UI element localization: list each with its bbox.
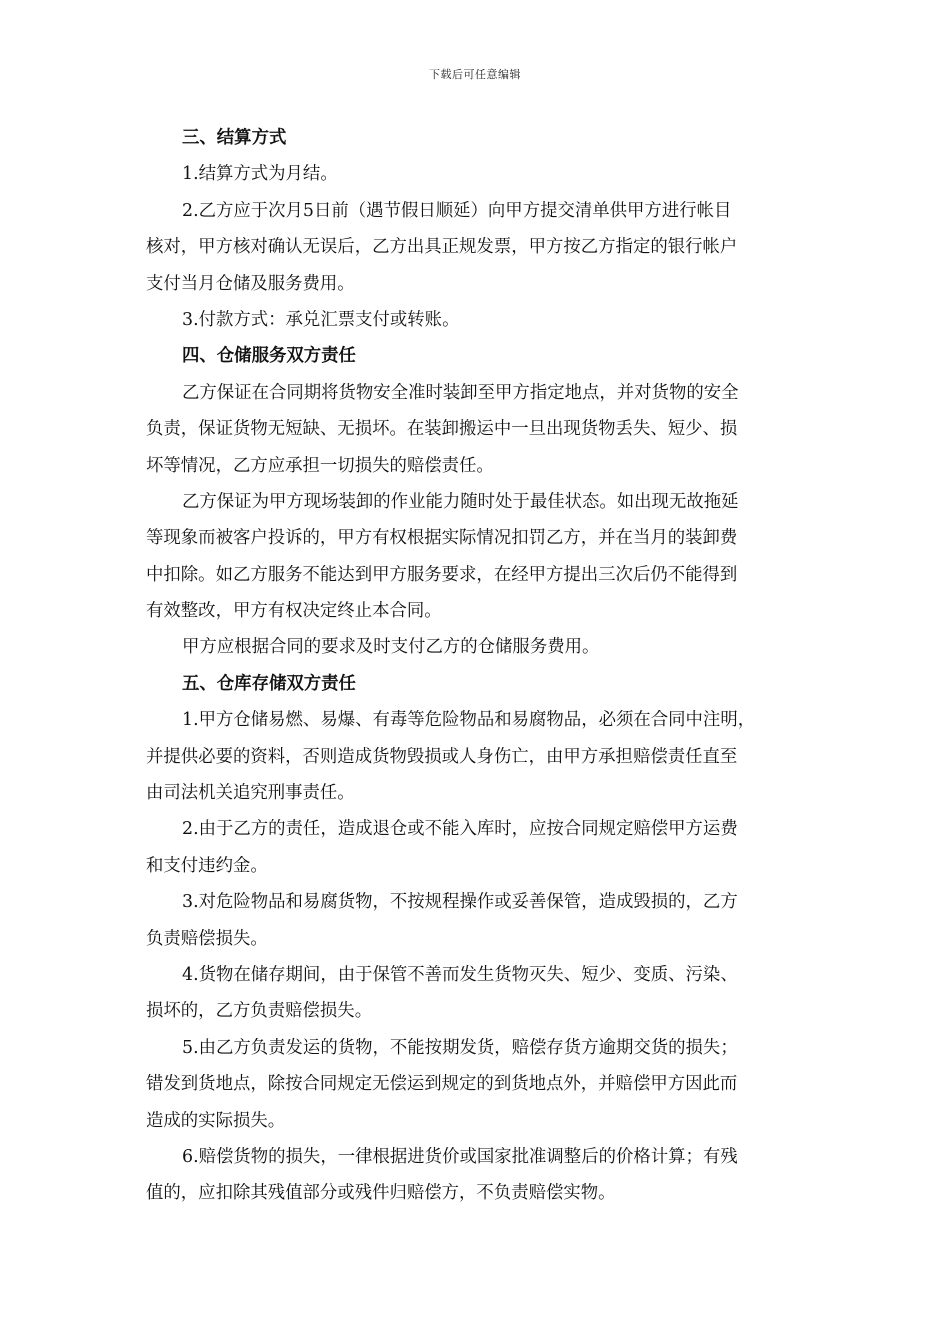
paragraph-line: 6.赔偿货物的损失，一律根据进货价或国家批准调整后的价格计算；有残 [182,1146,738,1167]
paragraph-line: 中扣除。如乙方服务不能达到甲方服务要求，在经甲方提出三次后仍不能得到 [146,564,738,585]
document-body [146,120,810,1212]
paragraph-line: 3.付款方式：承兑汇票支付或转账。 [182,309,460,330]
paragraph-line: 造成的实际损失。 [146,1110,286,1131]
paragraph-line: 等现象而被客户投诉的，甲方有权根据实际情况扣罚乙方，并在当月的装卸费 [146,528,738,549]
paragraph-line: 错发到货地点，除按合同规定无偿运到规定的到货地点外，并赔偿甲方因此而 [146,1074,738,1095]
section-heading: 三、结算方式 [182,128,287,148]
paragraph-line: 4.货物在储存期间，由于保管不善而发生货物灭失、短少、变质、污染、 [182,964,738,985]
paragraph-line: 有效整改，甲方有权决定终止本合同。 [146,601,442,622]
paragraph-line: 2.乙方应于次月5日前（遇节假日顺延）向甲方提交清单供甲方进行帐目 [182,200,732,221]
paragraph-line: 并提供必要的资料，否则造成货物毁损或人身伤亡，由甲方承担赔偿责任直至 [146,746,738,767]
section-heading: 四、仓储服务双方责任 [182,346,356,367]
paragraph-line: 1.结算方式为月结。 [182,164,338,185]
paragraph-line: 1.甲方仓储易燃、易爆、有毒等危险物品和易腐物品，必须在合同中注明， [182,710,756,731]
paragraph-line: 甲方应根据合同的要求及时支付乙方的仓储服务费用。 [182,637,600,658]
paragraph-line: 坏等情况，乙方应承担一切损失的赔偿责任。 [146,455,494,476]
paragraph-line: 损坏的，乙方负责赔偿损失。 [146,1001,373,1022]
paragraph-line: 乙方保证为甲方现场装卸的作业能力随时处于最佳状态。如出现无故拖延 [182,491,739,512]
section-heading: 五、仓库存储双方责任 [182,673,356,694]
paragraph-line: 乙方保证在合同期将货物安全准时装卸至甲方指定地点，并对货物的安全 [182,382,739,403]
paragraph-line: 3.对危险物品和易腐货物，不按规程操作或妥善保管，造成毁损的，乙方 [182,892,738,913]
paragraph-line: 和支付违约金。 [146,855,268,876]
paragraph-line: 2.由于乙方的责任，造成退仓或不能入库时，应按合同规定赔偿甲方运费 [182,819,738,840]
paragraph-line: 负责赔偿损失。 [146,928,268,949]
paragraph-line: 由司法机关追究刑事责任。 [146,783,355,804]
header-note: 下载后可任意编辑 [429,68,521,81]
paragraph-line: 核对，甲方核对确认无误后，乙方出具正规发票，甲方按乙方指定的银行帐户 [146,237,738,258]
paragraph-line: 值的，应扣除其残值部分或残件归赔偿方，不负责赔偿实物。 [146,1183,616,1204]
paragraph-line: 支付当月仓储及服务费用。 [146,273,355,294]
paragraph-line: 负责，保证货物无短缺、无损坏。在装卸搬运中一旦出现货物丢失、短少、损 [146,419,738,440]
paragraph-line: 5.由乙方负责发运的货物，不能按期发货，赔偿存货方逾期交货的损失； [182,1037,738,1058]
